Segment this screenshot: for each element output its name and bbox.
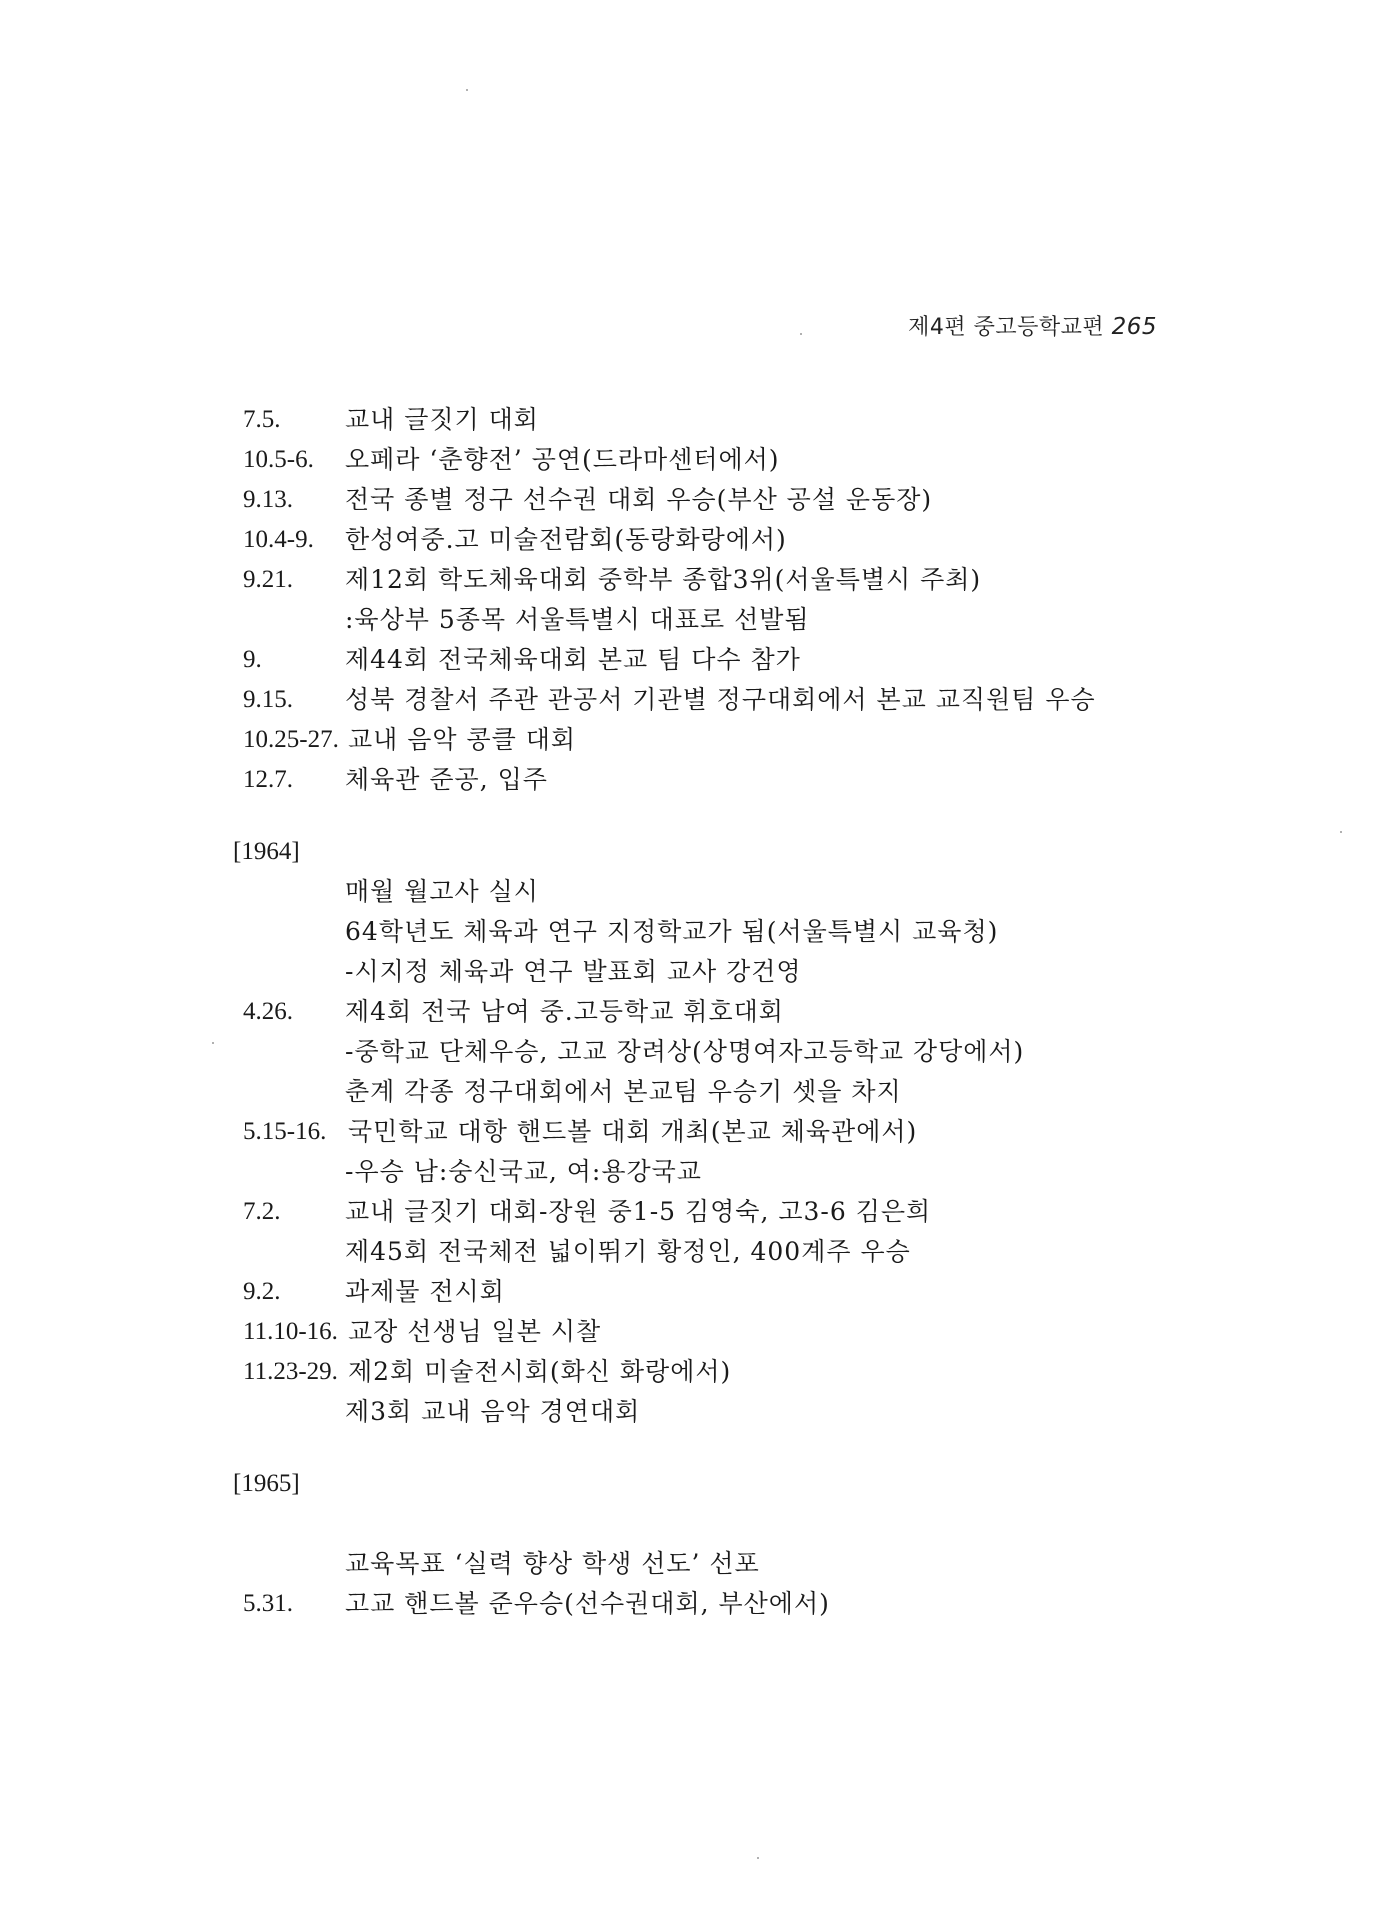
chronology-entry xyxy=(243,1392,1163,1432)
chronology-entry xyxy=(243,720,1163,760)
chronology-entry xyxy=(243,600,1163,640)
entry-text: 교장 선생님 일본 시찰 xyxy=(348,1317,602,1346)
entry-date: 5.15-16. xyxy=(243,1118,327,1145)
entry-text: 제45회 전국체전 넓이뛰기 황정인, 400계주 우승 xyxy=(345,1237,911,1266)
entry-date: 12.7. xyxy=(243,766,293,793)
entry-date: 4.26. xyxy=(243,998,293,1025)
year-heading: [1964] xyxy=(233,838,300,865)
entry-text: 64학년도 체육과 연구 지정학교가 됨(서울특별시 교육청) xyxy=(345,917,999,946)
entry-text: 과제물 전시회 xyxy=(345,1277,505,1306)
entry-text: 교내 글짓기 대회-장원 중1-5 김영숙, 고3-6 김은희 xyxy=(345,1197,932,1226)
entry-date: 9.21. xyxy=(243,566,293,593)
chronology-entry xyxy=(243,1352,1163,1392)
year-spacer xyxy=(243,1504,1163,1544)
entry-text: -우승 남:숭신국교, 여:용강국교 xyxy=(345,1157,702,1186)
entry-date: 10.4-9. xyxy=(243,526,314,553)
entry-date: 7.2. xyxy=(243,1198,281,1225)
chronology-entry xyxy=(243,760,1163,800)
chronology-entry xyxy=(243,1112,1163,1152)
entry-text: 제4회 전국 남여 중.고등학교 휘호대회 xyxy=(345,997,784,1026)
chapter-title: 제4편 중고등학교편 xyxy=(908,315,1105,340)
entry-date: 10.25-27. xyxy=(243,726,339,753)
chronology-entry xyxy=(243,1312,1163,1352)
entry-date xyxy=(243,1544,345,1584)
entry-date xyxy=(243,1152,345,1192)
entry-date xyxy=(243,1072,345,1112)
chronology-body xyxy=(233,400,1163,1624)
entry-date: 10.5-6. xyxy=(243,446,314,473)
chronology-entry xyxy=(243,1272,1163,1312)
scan-speck xyxy=(1340,831,1342,833)
chronology-entry xyxy=(243,640,1163,680)
entry-text: 제2회 미술전시회(화신 화랑에서) xyxy=(348,1357,732,1386)
chronology-entry xyxy=(243,1192,1163,1232)
entry-date: 5.31. xyxy=(243,1590,293,1617)
chronology-entry xyxy=(243,400,1163,440)
entry-date: 11.23-29. xyxy=(243,1358,338,1385)
chronology-entry xyxy=(243,872,1163,912)
chronology-entry xyxy=(243,912,1163,952)
chronology-entry xyxy=(243,1584,1163,1624)
chronology-entry xyxy=(243,520,1163,560)
entry-date xyxy=(243,912,345,952)
entry-text: :육상부 5종목 서울특별시 대표로 선발됨 xyxy=(345,605,810,634)
entry-text: 체육관 준공, 입주 xyxy=(345,765,548,794)
entry-text: 춘계 각종 정구대회에서 본교팀 우승기 셋을 차지 xyxy=(345,1077,902,1106)
entry-text: 교내 글짓기 대회 xyxy=(345,405,539,434)
entry-date: 9.15. xyxy=(243,686,293,713)
chronology-entry xyxy=(243,680,1163,720)
entry-text: 교내 음악 콩클 대회 xyxy=(348,725,577,754)
page-number: 265 xyxy=(1111,314,1157,340)
chronology-entry xyxy=(243,1072,1163,1112)
entry-text: -시지정 체육과 연구 발표회 교사 강건영 xyxy=(345,957,802,986)
chronology-entry xyxy=(243,1544,1163,1584)
chronology-entry xyxy=(243,1232,1163,1272)
scan-speck xyxy=(466,89,468,91)
chronology-entry xyxy=(243,1152,1163,1192)
entry-text: 교육목표 ‘실력 향상 학생 선도’ 선포 xyxy=(345,1549,760,1578)
chronology-entry xyxy=(243,1032,1163,1072)
entry-text: 오페라 ‘춘향전’ 공연(드라마센터에서) xyxy=(345,445,780,474)
entry-date xyxy=(243,952,345,992)
entry-text: 제12회 학도체육대회 중학부 종합3위(서울특별시 주최) xyxy=(345,565,982,594)
entry-date: 9. xyxy=(243,646,262,673)
entry-text: 국민학교 대항 핸드볼 대회 개최(본교 체육관에서) xyxy=(348,1117,918,1146)
chronology-entry xyxy=(243,560,1163,600)
entry-date xyxy=(243,1232,345,1272)
entry-date: 9.13. xyxy=(243,486,293,513)
chronology-entry xyxy=(243,992,1163,1032)
chronology-entry xyxy=(243,480,1163,520)
entry-date: 7.5. xyxy=(243,406,281,433)
entry-date xyxy=(243,600,345,640)
scan-speck xyxy=(800,333,802,335)
entry-text: 제3회 교내 음악 경연대회 xyxy=(345,1397,641,1426)
scan-speck xyxy=(757,1857,759,1859)
section-spacer xyxy=(243,1432,1163,1464)
section-spacer xyxy=(243,800,1163,832)
year-heading: [1965] xyxy=(233,1470,300,1497)
entry-date xyxy=(243,1392,345,1432)
entry-date xyxy=(243,1032,345,1072)
entry-text: -중학교 단체우승, 고교 장려상(상명여자고등학교 강당에서) xyxy=(345,1037,1025,1066)
entry-date: 11.10-16. xyxy=(243,1318,338,1345)
chronology-entry xyxy=(243,440,1163,480)
entry-text: 전국 종별 정구 선수권 대회 우승(부산 공설 운동장) xyxy=(345,485,933,514)
entry-text: 성북 경찰서 주관 관공서 기관별 정구대회에서 본교 교직원팀 우승 xyxy=(345,685,1096,714)
entry-date: 9.2. xyxy=(243,1278,281,1305)
scan-speck xyxy=(212,1042,214,1044)
entry-text: 고교 핸드볼 준우승(선수권대회, 부산에서) xyxy=(345,1589,830,1618)
entry-text: 제44회 전국체육대회 본교 팀 다수 참가 xyxy=(345,645,801,674)
running-header xyxy=(908,310,1157,341)
entry-date xyxy=(243,872,345,912)
entry-text: 한성여중.고 미술전람회(동랑화랑에서) xyxy=(345,525,787,554)
entry-text: 매월 월고사 실시 xyxy=(345,877,539,906)
chronology-entry xyxy=(243,952,1163,992)
